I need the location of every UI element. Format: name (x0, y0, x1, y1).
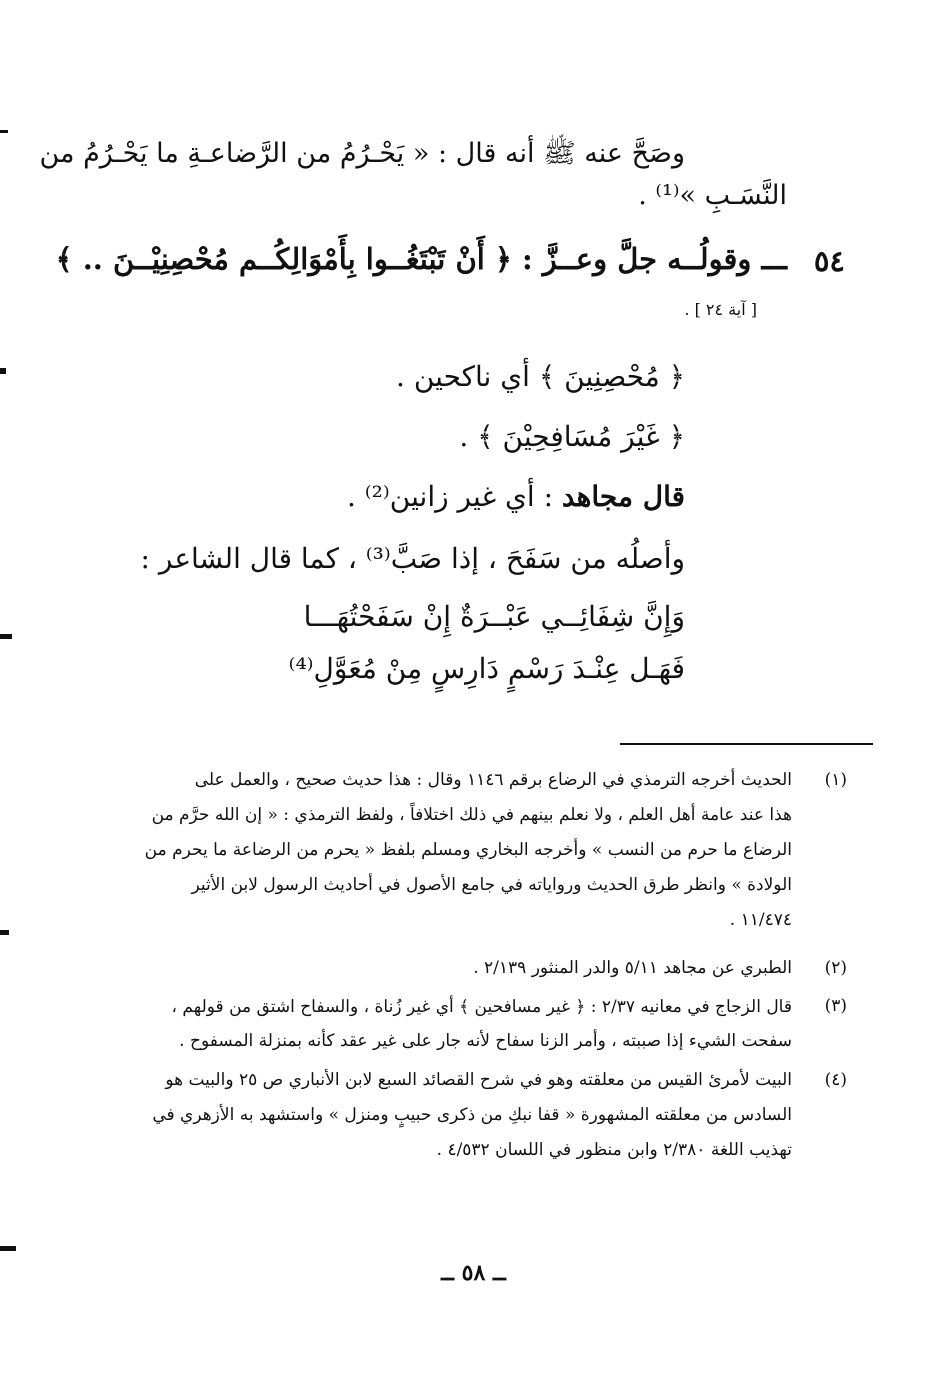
mujahid-quote (347, 480, 685, 513)
verse-text: ـــ وقولُــه جلَّ وعــزَّ : ﴿ أَنْ تَبْتَغُــوا بِأَمْوَالِكُــم مُحْصِنِيْــنَ .. ﴾ (55, 242, 787, 276)
intro-line-2: النَّسَـبِ »⁽¹⁾ . (638, 180, 787, 211)
footnote-line: الرضاع ما حرم من النسب » وأخرجه البخاري ومسلم بلفظ « يحرم من الرضاعة ما يحرم من (144, 840, 792, 860)
footnote-separator (620, 743, 873, 745)
footnote-line: السادس من معلقته المشهورة « قفا نبكِ من ذكرى حبيبٍ ومنزل » واستشهد به الأزهري في (152, 1105, 792, 1125)
footnote-line: تهذيب اللغة ٢/٣٨٠ وابن منظور في اللسان ٤/٥٣٢ . (436, 1140, 792, 1160)
footnote-line: الطبري عن مجاهد ٥/١١ والدر المنثور ٢/١٣٩ . (473, 958, 792, 978)
poem-hemistich-1: وَإِنَّ شِفَائِــي عَبْــرَةٌ إِنْ سَفَحْتُهَـــا (303, 600, 685, 633)
gloss-muhsinin: ﴿ مُحْصِنِينَ ﴾ أي ناكحين . (396, 360, 685, 393)
verse-number: ٥٤ (813, 244, 845, 278)
etymology-line: وأصلُه من سَفَحَ ، إذا صَبَّ⁽³⁾ ، كما قال الشاعر : (140, 542, 685, 575)
mujahid-label: قال مجاهد (561, 480, 685, 513)
footnote-number: (٢) (824, 958, 847, 978)
gloss-ghayr-musafihin: ﴿ غَيْرَ مُسَافِحِيْنَ ﴾ . (459, 420, 685, 453)
intro-line-1: وصَحَّ عنه ﷺ أنه قال : « يَحْـرُمُ من الرَّضاعـةِ ما يَحْـرُمُ من (39, 138, 685, 169)
scan-edge-mark (0, 368, 6, 374)
footnote-line: هذا عند عامة أهل العلم ، ولا نعلم بينهم في ذلك اختلافاً ، ولفظ الترمذي : « إن الله حرَّم من (151, 805, 792, 825)
footnote-line: قال الزجاج في معانيه ٢/٣٧ : ﴿ غير مسافحين ﴾ أي غير زُناة ، والسفاح اشتق من قولهم ، (171, 997, 792, 1017)
page-number: ــ ٥٨ ــ (441, 1260, 506, 1286)
poem-hemistich-2: فَهَـل عِنْـدَ رَسْمٍ دَارِسٍ مِنْ مُعَوَّلِ⁽⁴⁾ (288, 652, 685, 685)
footnote-line: سفحت الشيء إذا صببته ، وأمر الزنا سفاح لأنه جار على غير عقد كأنه بمنزلة المسفوح . (179, 1031, 792, 1051)
footnote-number: (٣) (824, 996, 847, 1016)
footnote-line: ١١/٤٧٤ . (729, 910, 792, 930)
footnote-line: الولادة » وانظر طرق الحديث ورواياته في جامع الأصول في أحاديث الرسول لابن الأثير (191, 875, 792, 895)
footnote-number: (١) (824, 770, 847, 790)
scan-edge-mark (0, 130, 8, 133)
mujahid-text: : أي غير زانين⁽²⁾ . (346, 480, 562, 513)
scan-edge-mark (0, 1246, 16, 1251)
verse-reference: [ آية ٢٤ ] . (684, 300, 757, 319)
footnote-line: البيت لأمرئ القيس من معلقته وهو في شرح القصائد السبع لابن الأنباري ص ٢٥ والبيت هو (165, 1070, 792, 1090)
footnote-line: الحديث أخرجه الترمذي في الرضاع برقم ١١٤٦ وقال : هذا حديث صحيح ، والعمل على (194, 770, 792, 790)
scan-edge-mark (0, 634, 12, 639)
scan-edge-mark (0, 930, 9, 935)
footnote-number: (٤) (824, 1070, 847, 1090)
